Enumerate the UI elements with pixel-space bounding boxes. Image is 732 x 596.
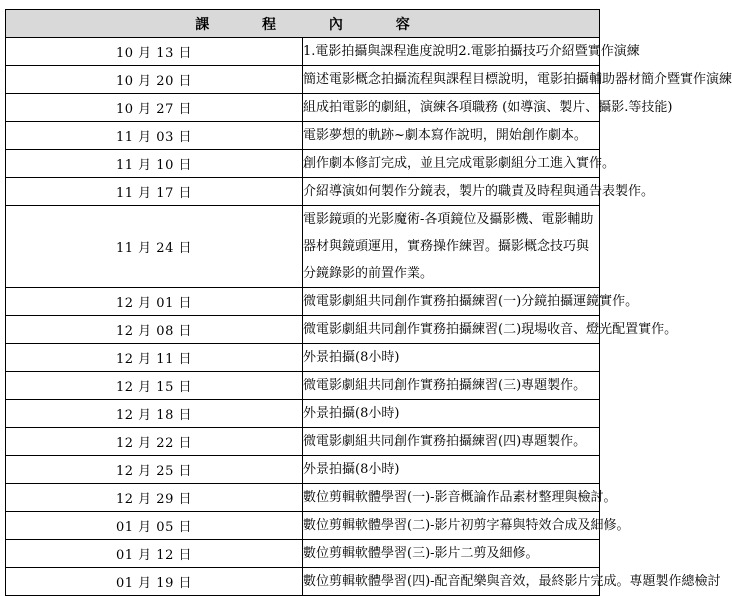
row-content: 微電影劇組共同創作實務拍攝練習(二)現場收音、燈光配置實作。 xyxy=(303,316,600,344)
table-title: 課 程 內 容 xyxy=(6,10,600,38)
row-date: 12 月 29 日 xyxy=(6,484,303,512)
row-date: 10 月 13 日 xyxy=(6,38,303,66)
table-row xyxy=(6,512,600,540)
table-row xyxy=(6,540,600,568)
course-schedule xyxy=(5,9,732,596)
row-content: 外景拍攝(8小時) xyxy=(303,400,600,428)
row-content: 數位剪輯軟體學習(三)-影片二剪及細修。 xyxy=(303,540,600,568)
table-row xyxy=(6,344,600,372)
table-row xyxy=(6,94,600,122)
table-row xyxy=(6,428,600,456)
table-row xyxy=(6,400,600,428)
row-date: 12 月 22 日 xyxy=(6,428,303,456)
row-date: 12 月 25 日 xyxy=(6,456,303,484)
row-date: 12 月 15 日 xyxy=(6,372,303,400)
row-date: 01 月 19 日 xyxy=(6,568,303,596)
row-date: 10 月 20 日 xyxy=(6,66,303,94)
table-row xyxy=(6,372,600,400)
row-content: 介紹導演如何製作分鏡表，製片的職責及時程與通告表製作。 xyxy=(303,178,600,206)
row-date: 11 月 17 日 xyxy=(6,178,303,206)
row-date: 11 月 24 日 xyxy=(6,206,303,288)
row-content: 電影鏡頭的光影魔術-各項鏡位及攝影機、電影輔助器材與鏡頭運用，實務操作練習。攝影概念技巧與分鏡錄影的前置作業。 xyxy=(303,206,600,288)
table-row xyxy=(6,38,600,66)
table-row xyxy=(6,568,600,596)
row-date: 12 月 11 日 xyxy=(6,344,303,372)
row-date: 11 月 10 日 xyxy=(6,150,303,178)
row-content: 外景拍攝(8小時) xyxy=(303,456,600,484)
table-row xyxy=(6,288,600,316)
row-content: 數位剪輯軟體學習(二)-影片初剪字幕與特效合成及細修。 xyxy=(303,512,600,540)
table-row xyxy=(6,66,600,94)
row-date: 01 月 05 日 xyxy=(6,512,303,540)
table-row xyxy=(6,206,600,288)
table-row xyxy=(6,316,600,344)
row-content: 組成拍電影的劇組，演練各項職務 (如導演、製片、攝影.等技能) xyxy=(303,94,600,122)
row-content: 外景拍攝(8小時) xyxy=(303,344,600,372)
row-content: 1.電影拍攝與課程進度說明2.電影拍攝技巧介紹暨實作演練 xyxy=(303,38,600,66)
row-date: 01 月 12 日 xyxy=(6,540,303,568)
row-content: 微電影劇組共同創作實務拍攝練習(四)專題製作。 xyxy=(303,428,600,456)
row-date: 11 月 03 日 xyxy=(6,122,303,150)
table-row xyxy=(6,150,600,178)
row-date: 10 月 27 日 xyxy=(6,94,303,122)
row-date: 12 月 08 日 xyxy=(6,316,303,344)
row-content: 電影夢想的軌跡~劇本寫作說明，開始創作劇本。 xyxy=(303,122,600,150)
row-content: 微電影劇組共同創作實務拍攝練習(一)分鏡拍攝運鏡實作。 xyxy=(303,288,600,316)
row-content: 數位剪輯軟體學習(四)-配音配樂與音效，最終影片完成。專題製作總檢討 xyxy=(303,568,600,596)
table-header-row xyxy=(6,10,600,38)
table-row xyxy=(6,456,600,484)
schedule-table xyxy=(5,9,732,596)
row-content: 微電影劇組共同創作實務拍攝練習(三)專題製作。 xyxy=(303,372,600,400)
row-date: 12 月 01 日 xyxy=(6,288,303,316)
row-content: 簡述電影概念拍攝流程與課程目標說明，電影拍攝輔助器材簡介暨實作演練 xyxy=(303,66,600,94)
row-date: 12 月 18 日 xyxy=(6,400,303,428)
table-row xyxy=(6,178,600,206)
table-row xyxy=(6,484,600,512)
row-content: 數位剪輯軟體學習(一)-影音概論作品素材整理與檢討。 xyxy=(303,484,600,512)
table-row xyxy=(6,122,600,150)
row-content: 創作劇本修訂完成，並且完成電影劇組分工進入實作。 xyxy=(303,150,600,178)
